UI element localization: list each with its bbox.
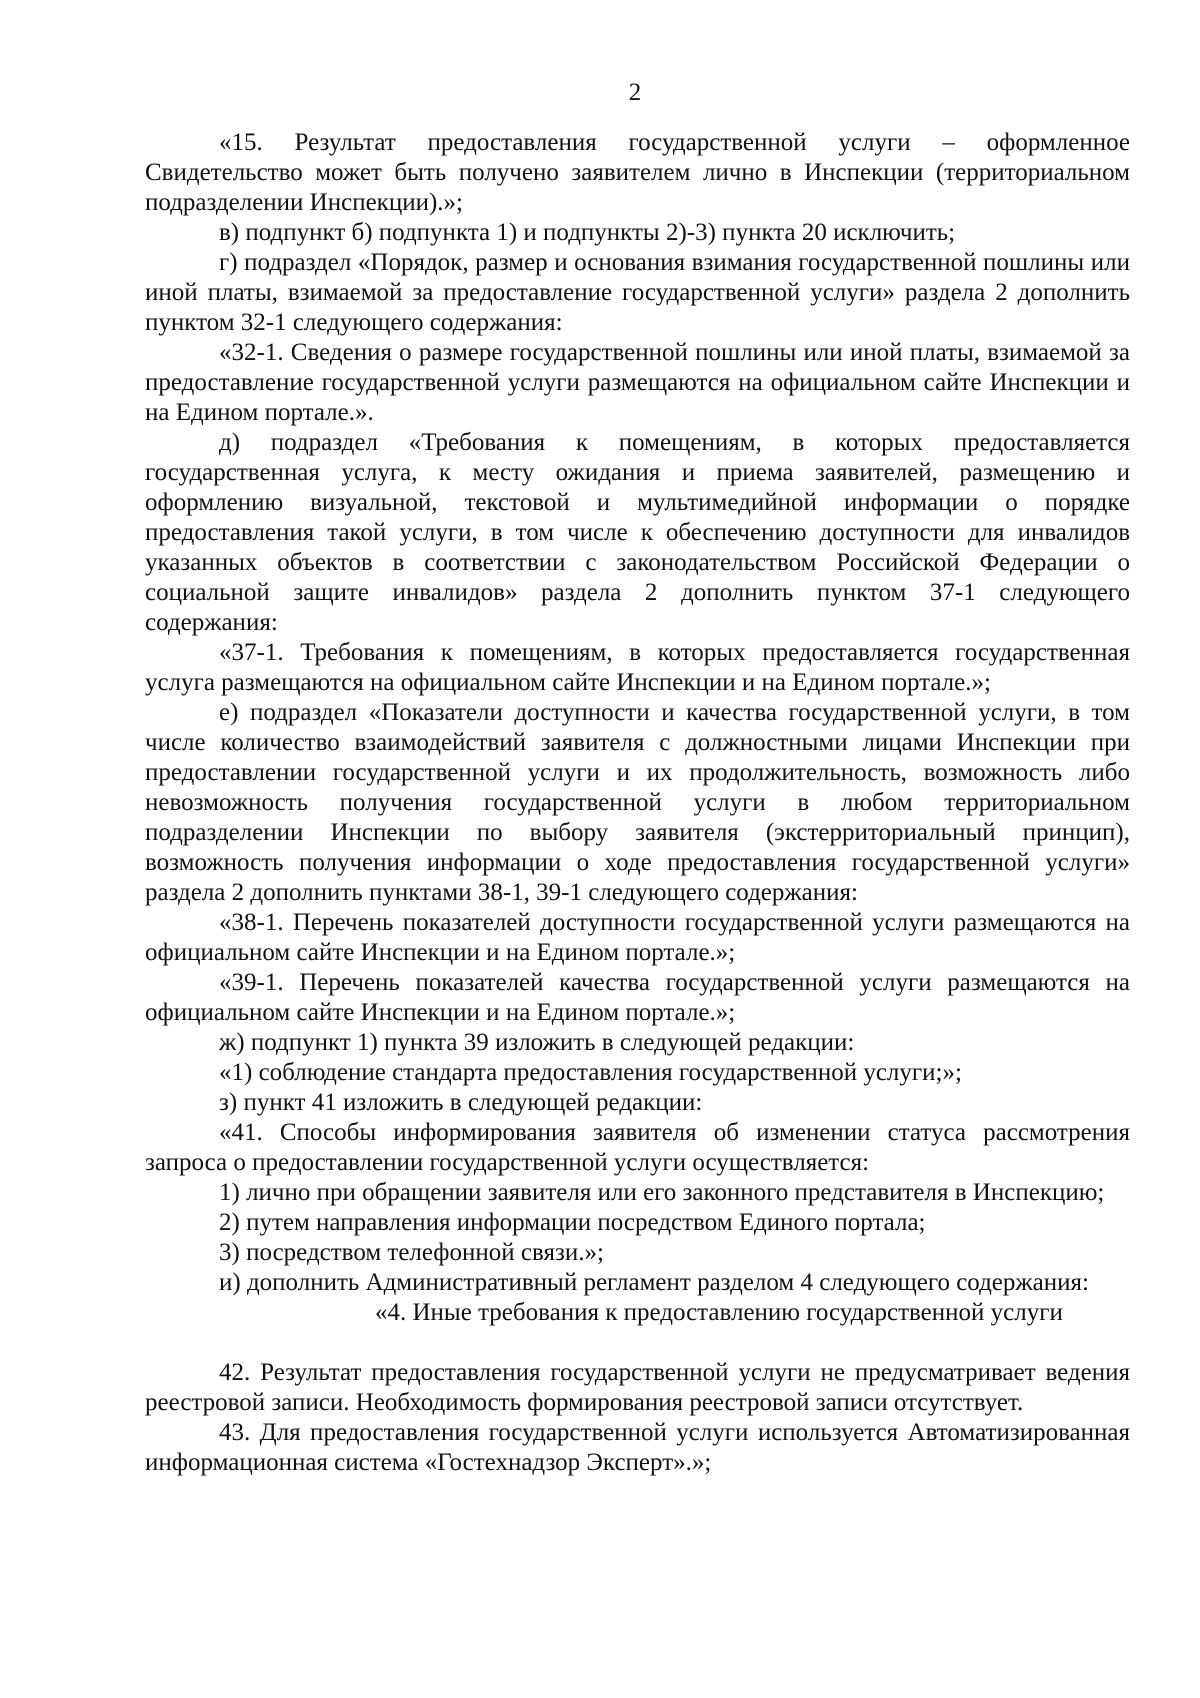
paragraph-method-2: 2) путем направления информации посредством Единого портала; bbox=[219, 1209, 926, 1236]
paragraph-amendment-z: з) пункт 41 изложить в следующей редакции: bbox=[219, 1089, 703, 1116]
page-number: 2 bbox=[628, 79, 642, 106]
paragraph-item-42: 42. Результат предоставления государственной услуги не предусматривает ведения реестровой записи. Необходимость формирования реестровой записи отсутствует. bbox=[145, 1359, 1130, 1416]
document-body bbox=[145, 128, 1130, 1478]
paragraph-amendment-g: г) подраздел «Порядок, размер и основания взимания государственной пошлины или иной платы, взимаемой за предоставление государственной услуги» раздела 2 дополнить пунктом 32-1 следующего содержания: bbox=[145, 249, 1130, 336]
paragraph-item-43: 43. Для предоставления государственной услуги используется Автоматизированная информационная система «Гостехнадзор Эксперт».»; bbox=[145, 1419, 1130, 1476]
paragraph-item-39-1: «39-1. Перечень показателей качества государственной услуги размещаются на официальном сайте Инспекции и на Едином портале.»; bbox=[145, 969, 1130, 1026]
paragraph-item-41: «41. Способы информирования заявителя об изменении статуса рассмотрения запроса о предоставлении государственной услуги осуществляется: bbox=[145, 1119, 1130, 1176]
paragraph-amendment-i: и) дополнить Административный регламент разделом 4 следующего содержания: bbox=[219, 1269, 1089, 1296]
paragraph-amendment-v: в) подпункт б) подпункта 1) и подпункты 2)-3) пункта 20 исключить; bbox=[219, 219, 956, 246]
paragraph-item-38-1: «38-1. Перечень показателей доступности государственной услуги размещаются на официальном сайте Инспекции и на Едином портале.»; bbox=[145, 909, 1130, 966]
paragraph-item-32-1: «32-1. Сведения о размере государственной пошлины или иной платы, взимаемой за предоставление государственной услуги размещаются на официальном сайте Инспекции и на Едином портале.». bbox=[145, 339, 1130, 426]
paragraph-amendment-e: е) подраздел «Показатели доступности и качества государственной услуги, в том числе количество взаимодействий заявителя с должностными лицами Инспекции при предоставлении государственной услуги и их продолжительность, возможность либо невозможность получения государственной услуги в любом территориальном подразделении Инспекции по выбору заявителя (экстерриториальный принцип), возможность получения информации о ходе предоставления государственной услуги» раздела 2 дополнить пунктами 38-1, 39-1 следующего содержания: bbox=[145, 699, 1130, 906]
paragraph-subitem-1: «1) соблюдение стандарта предоставления государственной услуги;»; bbox=[219, 1059, 962, 1086]
paragraph-amendment-zh: ж) подпункт 1) пункта 39 изложить в следующей редакции: bbox=[219, 1029, 855, 1056]
paragraph-amendment-d: д) подраздел «Требования к помещениям, в которых предоставляется государственная услуга, к месту ожидания и приема заявителей, размещению и оформлению визуальной, текстовой и мультимедийной информации о порядке предоставления такой услуги, в том числе к обеспечению доступности для инвалидов указанных объектов в соответствии с законодательством Российской Федерации о социальной защите инвалидов» раздела 2 дополнить пунктом 37-1 следующего содержания: bbox=[145, 429, 1130, 636]
section-heading: «4. Иные требования к предоставлению государственной услуги bbox=[375, 1299, 1063, 1326]
paragraph-item-15: «15. Результат предоставления государственной услуги – оформленное Свидетельство может быть получено заявителем лично в Инспекции (территориальном подразделении Инспекции).»; bbox=[145, 129, 1130, 216]
paragraph-method-3: 3) посредством телефонной связи.»; bbox=[219, 1239, 604, 1266]
paragraph-method-1: 1) лично при обращении заявителя или его законного представителя в Инспекцию; bbox=[219, 1179, 1105, 1206]
paragraph-item-37-1: «37-1. Требования к помещениям, в которых предоставляется государственная услуга размещаются на официальном сайте Инспекции и на Едином портале.»; bbox=[145, 639, 1130, 696]
